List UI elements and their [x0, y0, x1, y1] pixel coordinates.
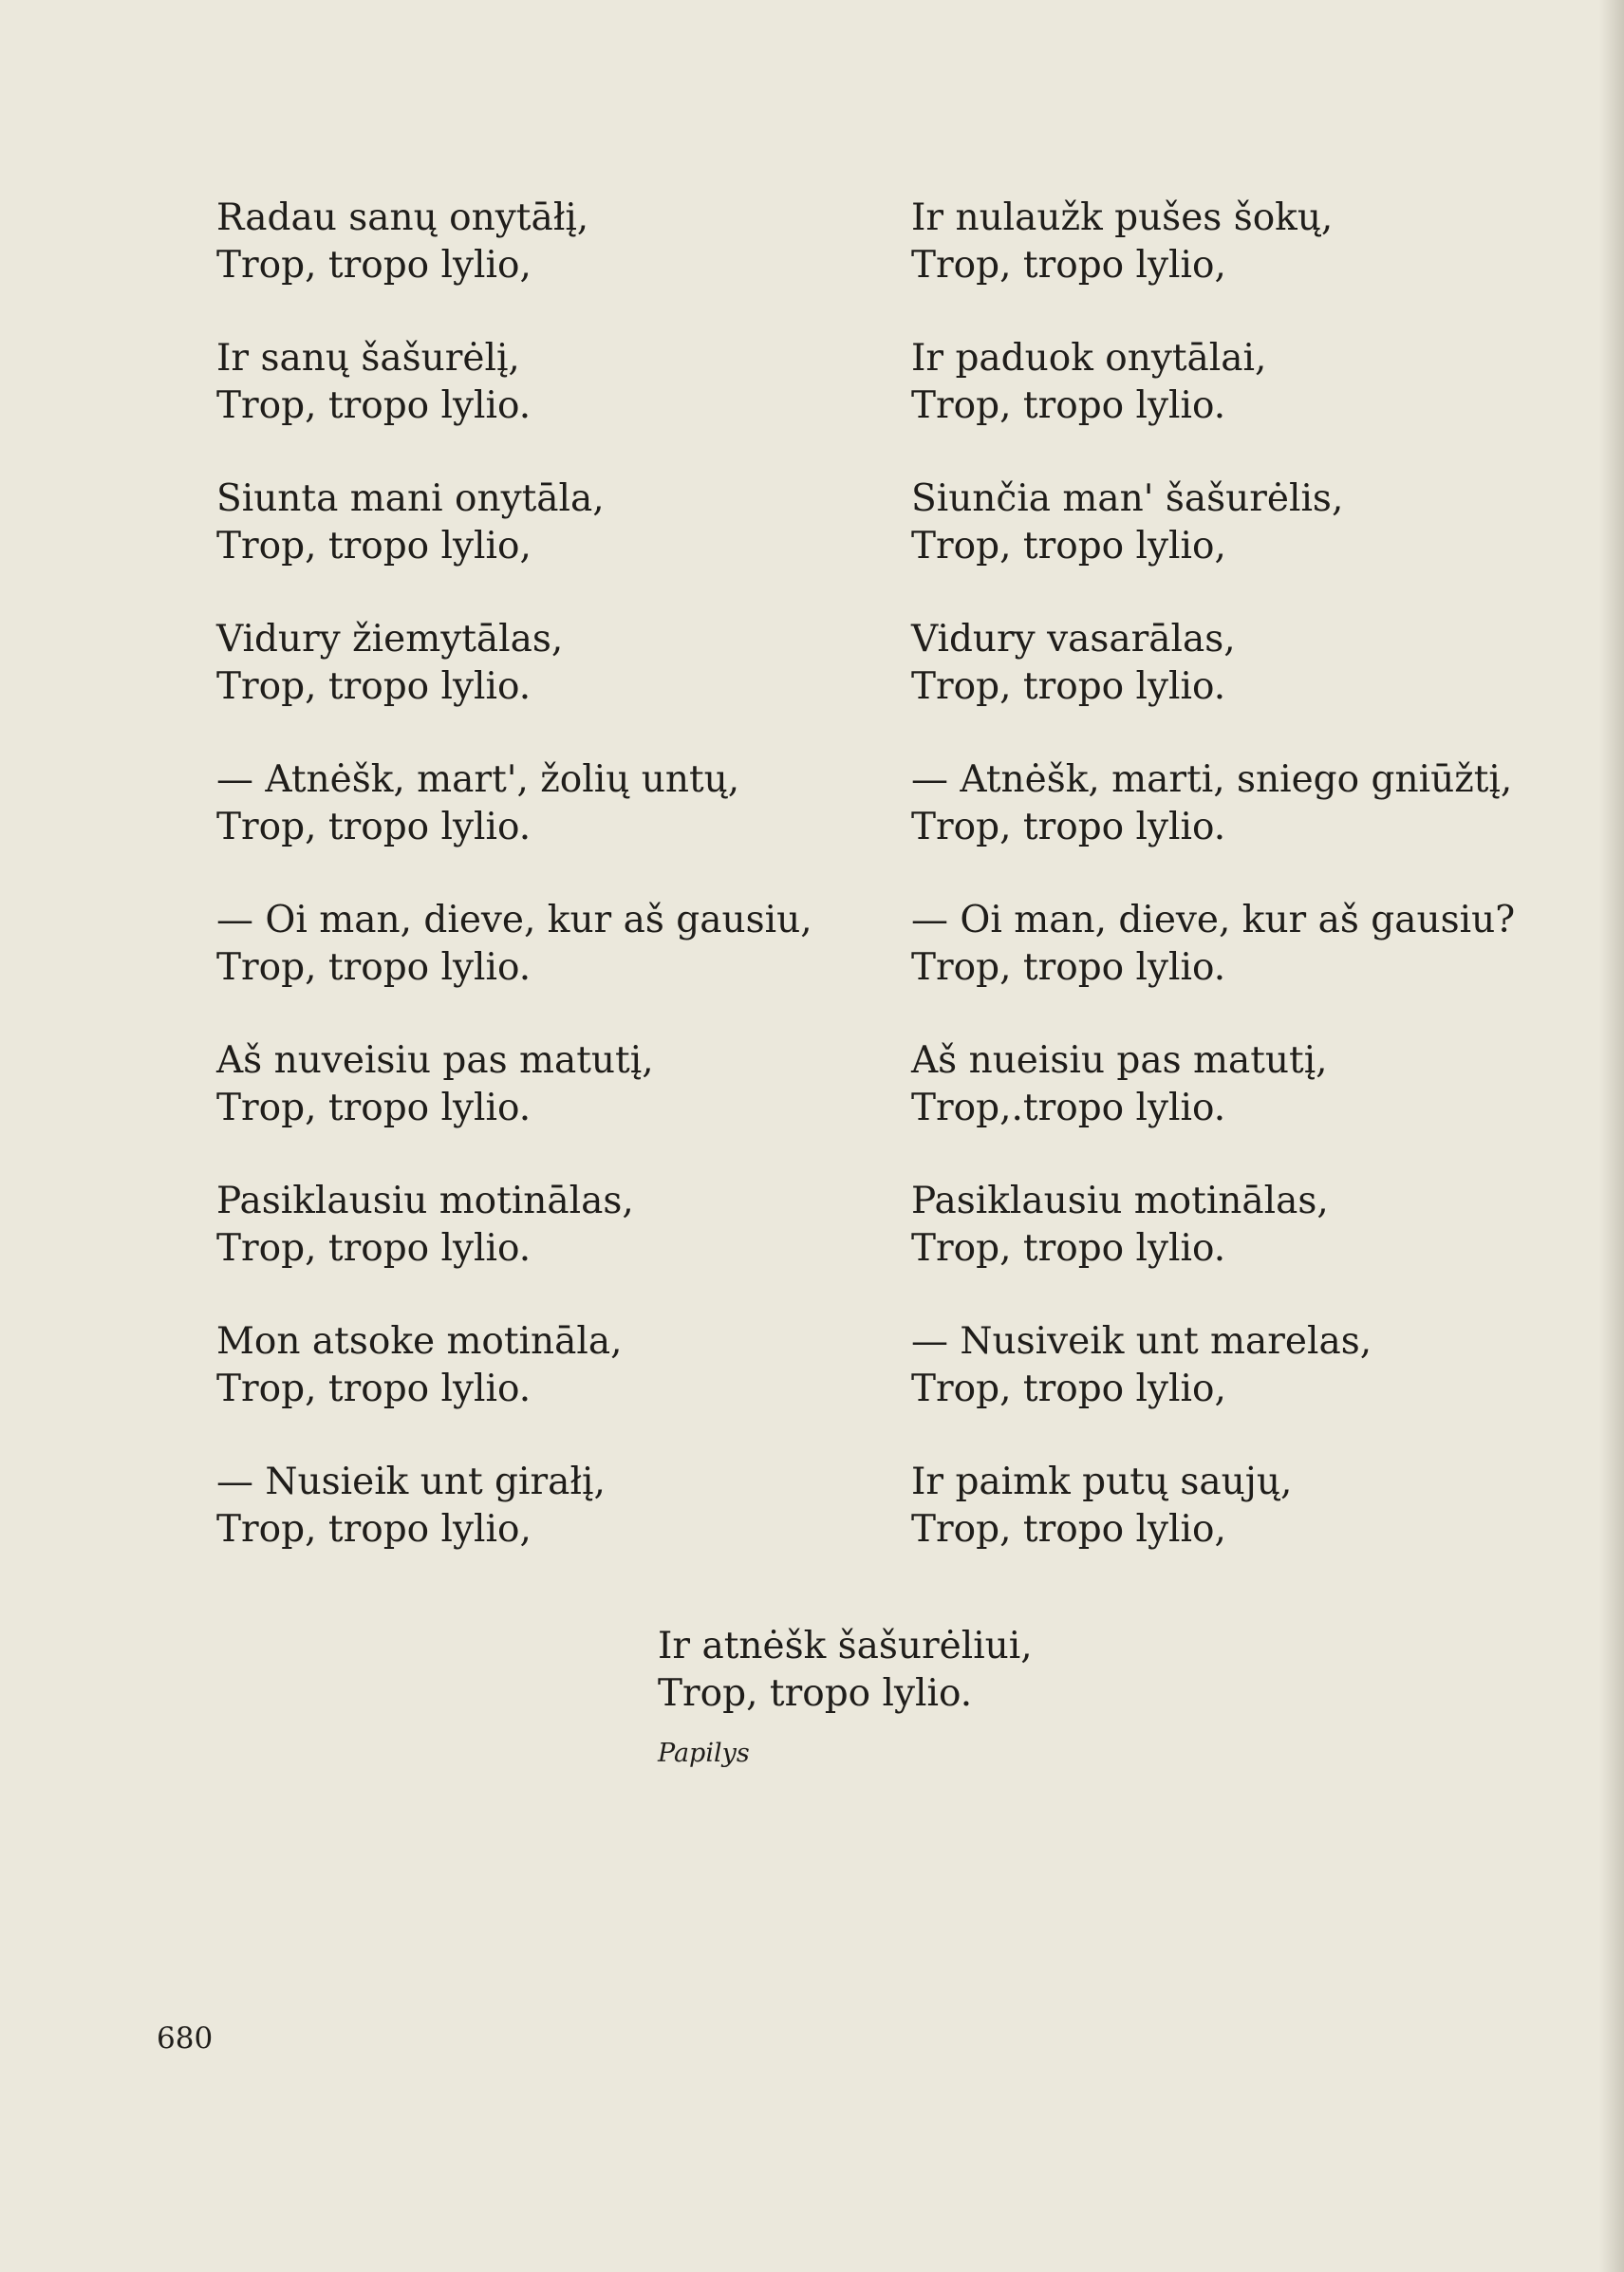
verse-line: Mon atsoke motināla,: [216, 1320, 623, 1363]
verse-line: Vidury žiemytālas,: [216, 618, 564, 661]
verse-line: — Oi man, dieve, kur aš gausiu,: [216, 899, 812, 941]
final-stanza: [658, 1623, 1227, 1718]
stanza: [216, 1178, 881, 1318]
page-edge-shadow: [1599, 0, 1624, 2272]
refrain-line: Trop, tropo lylio.: [911, 665, 1226, 708]
refrain-line: Trop, tropo lylio.: [911, 806, 1226, 848]
verse-line: Ir sanų šašurėlį,: [216, 337, 520, 380]
verse-line: Aš nuveisiu pas matutį,: [216, 1039, 654, 1082]
stanza: [216, 616, 881, 756]
page-number: 680: [157, 2021, 214, 2056]
refrain-line: Trop, tropo lylio.: [216, 1087, 532, 1129]
refrain-line: Trop,.tropo lylio.: [911, 1087, 1226, 1129]
verse-line: Pasiklausiu motinālas,: [911, 1180, 1329, 1222]
refrain-line: Trop, tropo lylio.: [216, 806, 532, 848]
refrain-line: Trop, tropo lylio.: [911, 946, 1226, 989]
stanza: [216, 335, 881, 475]
refrain-line: Trop, tropo lylio,: [911, 1508, 1226, 1551]
verse-line: — Atnėšk, mart', žolių untų,: [216, 758, 740, 801]
verse-line: — Atnėšk, marti, sniego gniūžtį,: [911, 758, 1513, 801]
verse-line: Pasiklausiu motinālas,: [216, 1180, 634, 1222]
refrain-line: Trop, tropo lylio.: [216, 665, 532, 708]
refrain-line: Trop, tropo lylio.: [911, 1227, 1226, 1270]
stanza: [216, 756, 881, 897]
stanza: [911, 616, 1576, 756]
refrain-line: Trop, tropo lylio,: [216, 525, 532, 568]
stanza: [911, 1459, 1576, 1599]
refrain-line: Trop, tropo lylio,: [911, 1368, 1226, 1410]
refrain-line: Trop, tropo lylio.: [216, 1368, 532, 1410]
refrain-line: Trop, tropo lylio.: [216, 946, 532, 989]
refrain-line: Trop, tropo lylio.: [216, 1227, 532, 1270]
verse-line: Ir atnėšk šašurėliui,: [658, 1625, 1033, 1667]
stanza: [216, 1459, 881, 1599]
stanza: [216, 195, 881, 335]
verse-line: Ir paimk putų saujų,: [911, 1461, 1293, 1503]
verse-line: Ir paduok onytālai,: [911, 337, 1267, 380]
verse-line: Siunčia man' šašurėlis,: [911, 477, 1344, 520]
verse-line: Vidury vasarālas,: [911, 618, 1236, 661]
verse-line: — Oi man, dieve, kur aš gausiu?: [911, 899, 1516, 941]
stanza: [216, 1037, 881, 1178]
refrain-line: Trop, tropo lylio,: [911, 525, 1226, 568]
refrain-line: Trop, tropo lylio.: [658, 1672, 973, 1715]
refrain-line: Trop, tropo lylio,: [216, 1508, 532, 1551]
stanza: [911, 1318, 1576, 1459]
verse-line: — Nusieik unt girałį,: [216, 1461, 606, 1503]
refrain-line: Trop, tropo lylio.: [216, 384, 532, 427]
refrain-line: Trop, tropo lylio,: [911, 244, 1226, 287]
place-signature: Papilys: [658, 1739, 750, 1768]
refrain-line: Trop, tropo lylio,: [216, 244, 532, 287]
stanza: [911, 195, 1576, 335]
stanza: [216, 475, 881, 616]
verse-line: — Nusiveik unt marelas,: [911, 1320, 1372, 1363]
verse-line: Siunta mani onytāla,: [216, 477, 605, 520]
stanza: [216, 897, 881, 1037]
stanza: [911, 756, 1576, 897]
stanza: [911, 1178, 1576, 1318]
verse-line: Radau sanų onytāłį,: [216, 196, 589, 239]
stanza: [911, 1037, 1576, 1178]
stanza: [216, 1318, 881, 1459]
verse-line: Aš nueisiu pas matutį,: [911, 1039, 1328, 1082]
left-column: [216, 195, 881, 1599]
stanza: [911, 897, 1576, 1037]
stanza: [911, 335, 1576, 475]
right-column: [911, 195, 1576, 1599]
verse-line: Ir nulaužk pušes šokų,: [911, 196, 1334, 239]
stanza: [911, 475, 1576, 616]
refrain-line: Trop, tropo lylio.: [911, 384, 1226, 427]
